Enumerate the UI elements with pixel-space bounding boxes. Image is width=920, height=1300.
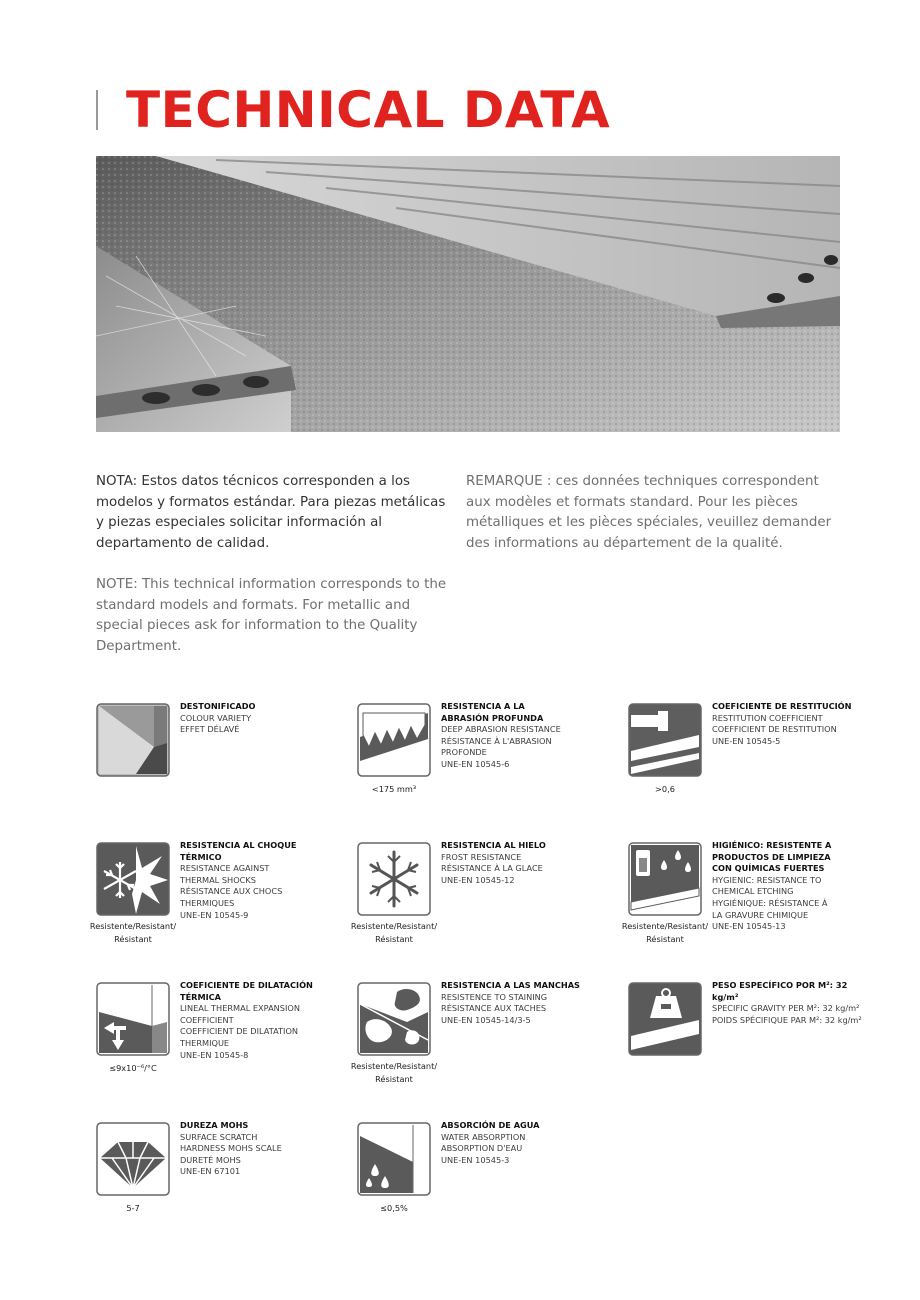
water-absorption-icon <box>357 1122 431 1196</box>
property-colour-variety <box>96 703 336 823</box>
property-value: ≤0,5% <box>380 1203 408 1213</box>
property-text: HIGIÉNICO: RESISTENTE A PRODUCTOS DE LIMPIEZA CON QUÍMICAS FUERTES HYGIENIC: RESISTANCE TO CHEMICAL ETCHING HYGIÉNIQUE: RÉSISTANCE À LA GRAVURE CHIMIQUE UNE-EN 10545-13 <box>712 840 832 932</box>
property-specific-gravity <box>628 982 868 1102</box>
frost-resistance-icon <box>357 842 431 916</box>
property-text: RESISTENCIA A LAS MANCHAS RESISTENCE TO STAINING RÉSISTANCE AUX TACHES UNE-EN 10545-14/3-5 <box>441 980 580 1025</box>
staining-resistance-icon <box>357 982 431 1056</box>
page-title: TECHNICAL DATA <box>126 81 611 139</box>
property-text: RESISTENCIA AL HIELO FROST RESISTANCE RÉSISTANCE À LA GLACE UNE-EN 10545-12 <box>441 840 546 885</box>
property-text: PESO ESPECÍFICO POR M²: 32 kg/m² SPECIFIC GRAVITY PER M²: 32 kg/m² POIDS SPÉCIFIQUE PAR M²: 32 kg/m² <box>712 980 862 1025</box>
mohs-hardness-icon <box>96 1122 170 1196</box>
property-value: Resistente/Resistant/ Résistant <box>621 921 709 944</box>
property-value: ≤9x10⁻⁶/°C <box>109 1063 157 1073</box>
property-deep-abrasion <box>357 703 597 823</box>
property-text: DUREZA MOHS SURFACE SCRATCH HARDNESS MOHS SCALE DURETÉ MOHS UNE-EN 67101 <box>180 1120 282 1177</box>
hygienic-chemical-icon <box>628 842 702 916</box>
property-thermal-expansion <box>96 982 336 1102</box>
title-divider <box>96 90 98 130</box>
property-restitution <box>628 703 868 823</box>
property-hygienic <box>621 840 868 962</box>
property-text: COEFICIENTE DE DILATACIÓN TÉRMICA LINEAL THERMAL EXPANSION COEFFICIENT COEFFICIENT DE DILATATION THERMIQUE UNE-EN 10545-8 <box>180 980 313 1060</box>
property-staining <box>350 980 597 1102</box>
property-thermal-shock <box>89 840 336 962</box>
note-english: NOTE: This technical information corresponds to the standard models and formats. For metallic and special pieces ask for information to the Quality Department. <box>96 577 447 654</box>
property-text: RESISTENCIA A LA ABRASIÓN PROFUNDA DEEP ABRASION RESISTANCE RÉSISTANCE À L'ABRASION PROFONDE UNE-EN 10545-6 <box>441 701 561 769</box>
property-value: >0,6 <box>655 784 675 794</box>
specific-gravity-icon <box>628 982 702 1056</box>
colour-variety-icon <box>96 703 170 777</box>
thermal-expansion-icon <box>96 982 170 1056</box>
hero-photo <box>96 156 840 432</box>
property-value: 5-7 <box>126 1203 140 1213</box>
property-value: Resistente/Resistant/ Résistant <box>350 1061 438 1084</box>
deep-abrasion-icon <box>357 703 431 777</box>
note-spanish: NOTA: Estos datos técnicos corresponden a los modelos y formatos estándar. Para piezas metálicas y piezas especiales solicitar información al departamento de calidad. <box>96 474 446 551</box>
property-value: Resistente/Resistant/ Résistant <box>350 921 438 944</box>
property-value: Resistente/Resistant/ Résistant <box>89 921 177 944</box>
property-mohs-hardness <box>96 1122 336 1242</box>
property-text: ABSORCIÓN DE AGUA WATER ABSORPTION ABSORPTION D'EAU UNE-EN 10545-3 <box>441 1120 540 1165</box>
thermal-shock-icon <box>96 842 170 916</box>
restitution-coefficient-icon <box>628 703 702 777</box>
property-text: RESISTENCIA AL CHOQUE TÉRMICO RESISTANCE AGAINST THERMAL SHOCKS RÉSISTANCE AUX CHOCS THERMIQUES UNE-EN 10545-9 <box>180 840 297 920</box>
property-text: COEFICIENTE DE RESTITUCIÓN RESTITUTION COEFFICIENT COEFFICIENT DE RESTITUTION UNE-EN 10545-5 <box>712 701 852 746</box>
property-frost <box>350 840 597 962</box>
property-water-absorption <box>357 1122 597 1242</box>
note-french: REMARQUE : ces données techniques correspondent aux modèles et formats standard. Pour les pièces métalliques et les pièces spéciales, veuillez demander des informations au département de la qualité. <box>466 474 832 551</box>
property-value: <175 mm³ <box>371 784 417 794</box>
property-text: DESTONIFICADO COLOUR VARIETY EFFET DÉLAVÉ <box>180 701 256 735</box>
